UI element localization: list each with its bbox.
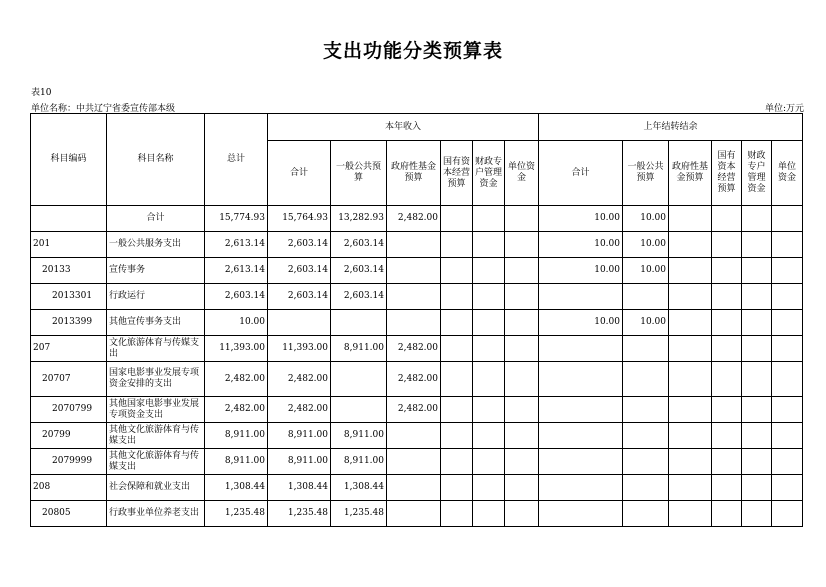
cell-co-unit: [772, 336, 803, 362]
cell-code: 201: [31, 232, 107, 258]
cell-total: 15,774.93: [205, 206, 268, 232]
cell-co-general: 10.00: [623, 206, 669, 232]
cell-ci-state-capital: [441, 449, 473, 475]
cell-ci-unit: [505, 362, 539, 397]
cell-ci-gov-fund: 2,482.00: [387, 336, 441, 362]
cell-ci-total: 1,235.48: [268, 501, 331, 527]
cell-ci-unit: [505, 423, 539, 449]
cell-code: 2013301: [31, 284, 107, 310]
cell-ci-unit: [505, 310, 539, 336]
header-carryover: 上年结转结余: [539, 114, 803, 141]
cell-ci-total: 15,764.93: [268, 206, 331, 232]
cell-ci-unit: [505, 206, 539, 232]
cell-co-state-capital: [712, 449, 742, 475]
header-total: 总计: [205, 114, 268, 206]
cell-ci-total: 8,911.00: [268, 449, 331, 475]
header-name: 科目名称: [107, 114, 205, 206]
header-ci-fiscal-special: 财政专户管理资金: [473, 141, 505, 206]
header-current-income: 本年收入: [268, 114, 539, 141]
header-co-gov-fund: 政府性基金预算: [669, 141, 712, 206]
cell-ci-total: 11,393.00: [268, 336, 331, 362]
cell-total: 11,393.00: [205, 336, 268, 362]
cell-co-fiscal-special: [742, 258, 772, 284]
cell-total: 2,603.14: [205, 284, 268, 310]
cell-ci-total: 2,482.00: [268, 362, 331, 397]
cell-ci-gov-fund: [387, 258, 441, 284]
cell-name: 一般公共服务支出: [107, 232, 205, 258]
cell-co-gov-fund: [669, 501, 712, 527]
cell-name: 其他国家电影事业发展专项资金支出: [107, 397, 205, 423]
header-ci-unit: 单位资金: [505, 141, 539, 206]
cell-ci-gov-fund: [387, 449, 441, 475]
unit-name: 单位名称：中共辽宁省委宣传部本级: [31, 104, 176, 114]
cell-ci-total: [268, 310, 331, 336]
cell-co-gov-fund: [669, 449, 712, 475]
header-co-total: 合计: [539, 141, 623, 206]
cell-ci-gov-fund: 2,482.00: [387, 397, 441, 423]
header-code: 科目编码: [31, 114, 107, 206]
cell-co-fiscal-special: [742, 449, 772, 475]
cell-co-unit: [772, 362, 803, 397]
cell-total: 2,613.14: [205, 232, 268, 258]
cell-ci-general: [331, 310, 387, 336]
table-row: [31, 310, 803, 336]
cell-ci-fiscal-special: [473, 284, 505, 310]
cell-code: 2013399: [31, 310, 107, 336]
cell-ci-gov-fund: [387, 310, 441, 336]
cell-ci-fiscal-special: [473, 310, 505, 336]
header-ci-gov-fund: 政府性基金预算: [387, 141, 441, 206]
cell-co-unit: [772, 449, 803, 475]
cell-co-unit: [772, 475, 803, 501]
cell-co-general: [623, 475, 669, 501]
cell-code: 20799: [31, 423, 107, 449]
cell-co-total: [539, 423, 623, 449]
cell-co-fiscal-special: [742, 501, 772, 527]
table-row: [31, 284, 803, 310]
cell-co-gov-fund: [669, 336, 712, 362]
table-number: 表10: [31, 88, 52, 98]
cell-co-state-capital: [712, 232, 742, 258]
cell-co-total: [539, 475, 623, 501]
cell-co-gov-fund: [669, 284, 712, 310]
header-ci-total: 合计: [268, 141, 331, 206]
cell-co-general: 10.00: [623, 232, 669, 258]
cell-name: 行政事业单位养老支出: [107, 501, 205, 527]
cell-co-general: [623, 423, 669, 449]
header-co-state-capital: 国有资本经营预算: [712, 141, 742, 206]
cell-total: 1,308.44: [205, 475, 268, 501]
cell-ci-fiscal-special: [473, 449, 505, 475]
cell-co-unit: [772, 206, 803, 232]
cell-name: 宣传事务: [107, 258, 205, 284]
cell-ci-general: 2,603.14: [331, 232, 387, 258]
cell-total: 10.00: [205, 310, 268, 336]
cell-ci-general: 2,603.14: [331, 258, 387, 284]
cell-co-total: 10.00: [539, 206, 623, 232]
cell-co-gov-fund: [669, 362, 712, 397]
cell-ci-general: 13,282.93: [331, 206, 387, 232]
cell-ci-total: 2,603.14: [268, 284, 331, 310]
page-title: 支出功能分类预算表: [322, 40, 503, 62]
cell-co-gov-fund: [669, 397, 712, 423]
cell-name: 其他宣传事务支出: [107, 310, 205, 336]
cell-ci-state-capital: [441, 258, 473, 284]
cell-co-gov-fund: [669, 258, 712, 284]
cell-co-gov-fund: [669, 206, 712, 232]
cell-co-gov-fund: [669, 423, 712, 449]
cell-total: 8,911.00: [205, 423, 268, 449]
cell-co-state-capital: [712, 475, 742, 501]
table-row: [31, 449, 803, 475]
cell-ci-general: [331, 397, 387, 423]
cell-ci-unit: [505, 284, 539, 310]
cell-name: 社会保障和就业支出: [107, 475, 205, 501]
cell-co-general: [623, 336, 669, 362]
cell-ci-fiscal-special: [473, 475, 505, 501]
cell-co-unit: [772, 423, 803, 449]
cell-co-gov-fund: [669, 475, 712, 501]
cell-code: 207: [31, 336, 107, 362]
cell-ci-fiscal-special: [473, 336, 505, 362]
table-row: [31, 258, 803, 284]
cell-co-fiscal-special: [742, 362, 772, 397]
cell-ci-unit: [505, 449, 539, 475]
cell-co-unit: [772, 501, 803, 527]
cell-co-fiscal-special: [742, 206, 772, 232]
cell-name: 文化旅游体育与传媒支出: [107, 336, 205, 362]
cell-ci-fiscal-special: [473, 232, 505, 258]
cell-co-state-capital: [712, 501, 742, 527]
cell-code: 20133: [31, 258, 107, 284]
cell-ci-fiscal-special: [473, 258, 505, 284]
cell-total: 2,482.00: [205, 397, 268, 423]
cell-co-state-capital: [712, 397, 742, 423]
cell-ci-state-capital: [441, 475, 473, 501]
table-row: [31, 397, 803, 423]
cell-co-total: [539, 449, 623, 475]
table-row: [31, 362, 803, 397]
cell-ci-gov-fund: [387, 284, 441, 310]
cell-co-fiscal-special: [742, 310, 772, 336]
cell-co-unit: [772, 258, 803, 284]
cell-co-unit: [772, 397, 803, 423]
cell-co-state-capital: [712, 423, 742, 449]
cell-ci-total: 8,911.00: [268, 423, 331, 449]
cell-ci-total: 2,482.00: [268, 397, 331, 423]
cell-ci-total: 1,308.44: [268, 475, 331, 501]
cell-ci-state-capital: [441, 310, 473, 336]
cell-total: 2,613.14: [205, 258, 268, 284]
cell-co-unit: [772, 284, 803, 310]
cell-ci-general: 1,308.44: [331, 475, 387, 501]
cell-ci-gov-fund: [387, 475, 441, 501]
cell-code: 20707: [31, 362, 107, 397]
header-ci-general: 一般公共预算: [331, 141, 387, 206]
cell-co-total: 10.00: [539, 258, 623, 284]
cell-ci-gov-fund: 2,482.00: [387, 362, 441, 397]
cell-ci-gov-fund: [387, 232, 441, 258]
cell-co-general: [623, 284, 669, 310]
cell-co-gov-fund: [669, 232, 712, 258]
cell-co-fiscal-special: [742, 397, 772, 423]
cell-ci-state-capital: [441, 206, 473, 232]
table-row: [31, 423, 803, 449]
cell-ci-unit: [505, 336, 539, 362]
cell-co-state-capital: [712, 258, 742, 284]
cell-co-total: 10.00: [539, 232, 623, 258]
cell-ci-total: 2,603.14: [268, 232, 331, 258]
cell-ci-general: [331, 362, 387, 397]
cell-ci-fiscal-special: [473, 397, 505, 423]
cell-ci-gov-fund: 2,482.00: [387, 206, 441, 232]
cell-ci-general: 2,603.14: [331, 284, 387, 310]
cell-co-general: 10.00: [623, 258, 669, 284]
cell-co-general: 10.00: [623, 310, 669, 336]
cell-ci-fiscal-special: [473, 206, 505, 232]
header-ci-state-capital: 国有资本经营预算: [441, 141, 473, 206]
cell-ci-fiscal-special: [473, 423, 505, 449]
cell-name: 其他文化旅游体育与传媒支出: [107, 423, 205, 449]
cell-co-fiscal-special: [742, 475, 772, 501]
cell-name: 行政运行: [107, 284, 205, 310]
table-row: [31, 232, 803, 258]
cell-co-state-capital: [712, 336, 742, 362]
cell-ci-state-capital: [441, 501, 473, 527]
table-row: [31, 336, 803, 362]
cell-co-total: [539, 284, 623, 310]
cell-ci-state-capital: [441, 423, 473, 449]
header-co-unit: 单位资金: [772, 141, 803, 206]
cell-co-state-capital: [712, 206, 742, 232]
cell-ci-unit: [505, 501, 539, 527]
cell-co-general: [623, 397, 669, 423]
cell-ci-general: 8,911.00: [331, 423, 387, 449]
cell-name: 其他文化旅游体育与传媒支出: [107, 449, 205, 475]
header-co-general: 一般公共预算: [623, 141, 669, 206]
cell-ci-total: 2,603.14: [268, 258, 331, 284]
cell-ci-state-capital: [441, 284, 473, 310]
cell-ci-gov-fund: [387, 501, 441, 527]
cell-co-total: [539, 336, 623, 362]
budget-table: [30, 113, 803, 527]
cell-ci-fiscal-special: [473, 362, 505, 397]
cell-co-fiscal-special: [742, 423, 772, 449]
cell-code: 20805: [31, 501, 107, 527]
cell-co-total: 10.00: [539, 310, 623, 336]
cell-ci-state-capital: [441, 336, 473, 362]
cell-co-fiscal-special: [742, 232, 772, 258]
cell-co-gov-fund: [669, 310, 712, 336]
cell-co-total: [539, 397, 623, 423]
cell-ci-fiscal-special: [473, 501, 505, 527]
cell-co-total: [539, 362, 623, 397]
cell-ci-state-capital: [441, 232, 473, 258]
cell-total: 8,911.00: [205, 449, 268, 475]
cell-ci-unit: [505, 258, 539, 284]
cell-co-general: [623, 362, 669, 397]
table-row: [31, 206, 803, 232]
cell-co-unit: [772, 232, 803, 258]
cell-co-unit: [772, 310, 803, 336]
cell-name: 合计: [107, 206, 205, 232]
cell-ci-state-capital: [441, 397, 473, 423]
cell-ci-general: 8,911.00: [331, 336, 387, 362]
cell-co-total: [539, 501, 623, 527]
cell-co-state-capital: [712, 310, 742, 336]
cell-ci-unit: [505, 397, 539, 423]
cell-co-general: [623, 449, 669, 475]
cell-name: 国家电影事业发展专项资金安排的支出: [107, 362, 205, 397]
currency-unit: 单位:万元: [764, 104, 804, 114]
table-row: [31, 475, 803, 501]
cell-co-fiscal-special: [742, 284, 772, 310]
cell-total: 2,482.00: [205, 362, 268, 397]
cell-code: 2070799: [31, 397, 107, 423]
cell-total: 1,235.48: [205, 501, 268, 527]
cell-ci-state-capital: [441, 362, 473, 397]
cell-ci-general: 8,911.00: [331, 449, 387, 475]
cell-ci-unit: [505, 232, 539, 258]
cell-co-state-capital: [712, 284, 742, 310]
cell-co-state-capital: [712, 362, 742, 397]
cell-code: [31, 206, 107, 232]
cell-ci-gov-fund: [387, 423, 441, 449]
header-co-fiscal-special: 财政专户管理资金: [742, 141, 772, 206]
cell-co-general: [623, 501, 669, 527]
cell-ci-general: 1,235.48: [331, 501, 387, 527]
table-row: [31, 501, 803, 527]
cell-ci-unit: [505, 475, 539, 501]
cell-code: 2079999: [31, 449, 107, 475]
cell-code: 208: [31, 475, 107, 501]
cell-co-fiscal-special: [742, 336, 772, 362]
